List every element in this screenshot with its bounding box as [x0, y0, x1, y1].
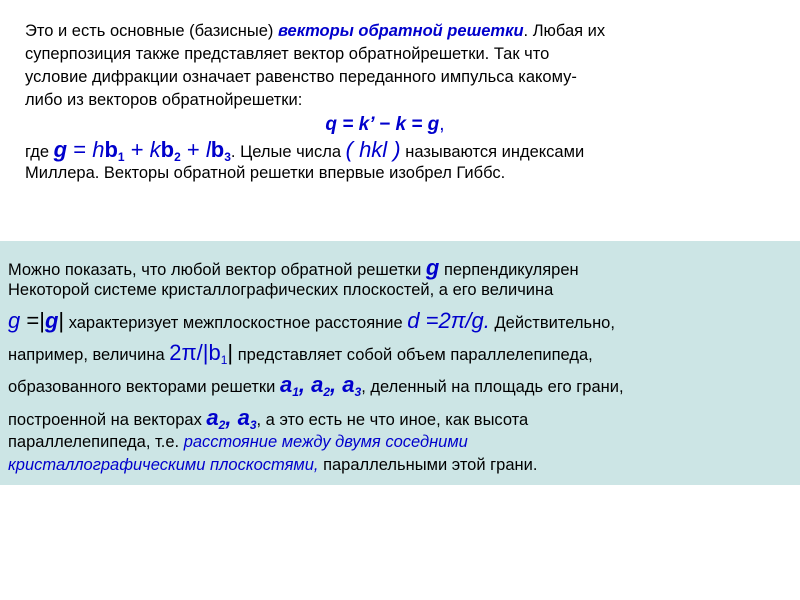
box-line-7: [8, 433, 468, 452]
vector-a: , a: [225, 405, 250, 430]
vector-a: a: [206, 405, 219, 430]
text: параллелепипеда, т.е.: [8, 433, 184, 451]
text: . Целые числа: [230, 143, 346, 161]
emphasis-reciprocal-vectors: векторы обратной решетки: [278, 22, 524, 40]
vector-a: , a: [330, 372, 355, 397]
box-line-4: [8, 340, 593, 367]
text: Действительно,: [489, 314, 615, 332]
subscript: 1: [292, 385, 299, 399]
text: например, величина: [8, 346, 170, 364]
top-line-6: [25, 138, 745, 162]
expression: 2π/|b: [169, 340, 221, 365]
subscript: 2: [323, 385, 331, 399]
box-line-2: Некоторой системе кристаллографических плоскостей, а его величина: [8, 281, 554, 299]
top-line-3: условие дифракции означает равенство переданного импульса какому-: [25, 68, 577, 86]
text: представляет собой объем параллелепипеда,: [233, 346, 593, 364]
vector-g: g: [53, 137, 68, 162]
subscript: 2: [174, 150, 181, 164]
text: параллельными этой грани.: [318, 456, 538, 474]
subscript: 3: [224, 150, 231, 164]
subscript: 3: [249, 418, 257, 432]
text: называются индексами: [400, 143, 585, 161]
text: Это и есть основные (базисные): [25, 22, 278, 40]
top-line-7: Миллера. Векторы обратной решетки впервые изобрел Гиббс.: [25, 164, 506, 182]
text: |: [58, 308, 65, 333]
box-line-5: [8, 372, 624, 399]
text: =: [67, 137, 93, 162]
vector-g: g: [44, 308, 59, 333]
top-line-1: [25, 20, 745, 43]
vector-a: a: [279, 372, 293, 397]
miller-indices: ( hkl ): [345, 137, 401, 162]
text: где: [25, 143, 54, 161]
text: |: [227, 340, 234, 365]
formula-text: q = k’ − k = g: [325, 114, 440, 135]
text: Можно показать, что любой вектор обратной решетки: [8, 261, 426, 279]
index-h: h: [92, 137, 105, 162]
highlight-box: [0, 241, 800, 485]
text: =|: [20, 308, 45, 333]
text: характеризует межплоскостное расстояние: [64, 314, 408, 332]
top-line-4: либо из векторов обратнойрешетки:: [25, 91, 303, 109]
emphasis-planes: кристаллографическими плоскостями,: [8, 456, 319, 474]
vector-b3: b: [210, 137, 225, 162]
box-line-8: [8, 456, 537, 475]
box-line-1: [8, 255, 579, 281]
interplanar-distance: d =2π/g.: [407, 308, 490, 333]
text: перпендикулярен: [439, 261, 579, 279]
subscript: 1: [220, 353, 228, 367]
text: , деленный на площадь его грани,: [361, 378, 624, 396]
top-line-2: суперпозиция также представляет вектор обратнойрешетки. Так что: [25, 45, 550, 63]
vector-b2: b: [160, 137, 175, 162]
subscript: 3: [354, 385, 362, 399]
box-line-3: [8, 308, 615, 334]
text: +: [124, 137, 150, 162]
vector-g: g: [425, 255, 440, 280]
subscript: 1: [117, 150, 125, 164]
top-paragraph: [25, 20, 745, 185]
text: . Любая их: [523, 22, 606, 40]
emphasis-distance: расстояние между двумя соседними: [183, 433, 468, 451]
vector-b1: b: [104, 137, 118, 162]
text: образованного векторами решетки: [8, 378, 280, 396]
vector-a: , a: [298, 372, 324, 397]
text: +: [180, 137, 206, 162]
diffraction-formula: [25, 112, 745, 138]
formula-comma: ,: [439, 114, 445, 135]
index-k: k: [149, 137, 161, 162]
subscript: 2: [218, 418, 226, 432]
box-line-6: [8, 405, 528, 432]
index-l: l: [205, 137, 211, 162]
text: построенной на векторах: [8, 411, 207, 429]
text: , а это есть не что иное, как высота: [256, 411, 529, 429]
magnitude-g: g: [8, 308, 21, 333]
